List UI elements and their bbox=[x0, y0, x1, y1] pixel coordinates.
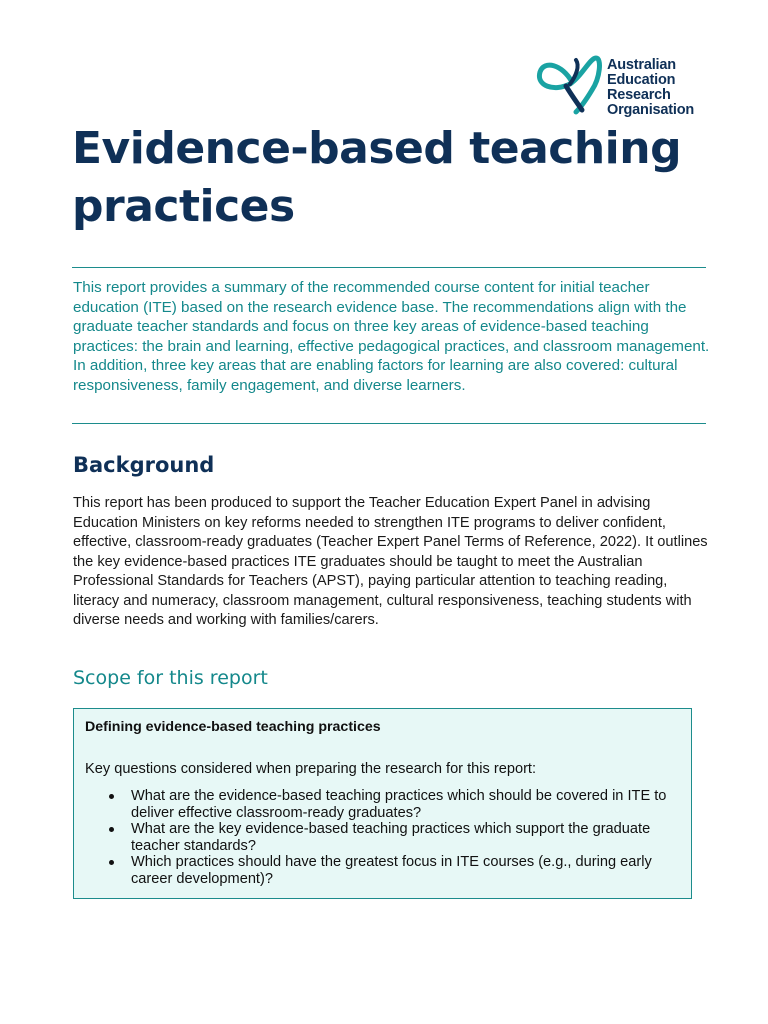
bullet-icon bbox=[109, 794, 114, 799]
definition-callout-box bbox=[73, 708, 692, 899]
page-title: Evidence-based teaching practices bbox=[72, 123, 682, 232]
list-item bbox=[131, 821, 686, 854]
aero-ribbon-logo-icon bbox=[536, 52, 606, 116]
scope-heading: Scope for this report bbox=[73, 667, 268, 689]
background-heading: Background bbox=[73, 453, 215, 477]
question-text: What are the evidence-based teaching practices which should be covered in ITE to deliver effective classroom-ready graduates? bbox=[131, 788, 667, 821]
callout-title: Defining evidence-based teaching practices bbox=[85, 719, 381, 735]
logo-wordmark bbox=[607, 58, 694, 118]
key-questions-list bbox=[131, 788, 686, 887]
question-text: What are the key evidence-based teaching practices which support the graduate teacher standards? bbox=[131, 821, 651, 854]
list-item bbox=[131, 788, 686, 821]
question-text: Which practices should have the greatest focus in ITE courses (e.g., during early career development)? bbox=[131, 854, 652, 887]
logo-line: Research bbox=[607, 87, 671, 103]
bullet-icon bbox=[109, 827, 114, 832]
callout-intro: Key questions considered when preparing the research for this report: bbox=[85, 761, 537, 777]
logo-line: Australian bbox=[607, 57, 676, 73]
list-item bbox=[131, 854, 686, 887]
logo-line: Organisation bbox=[607, 102, 695, 118]
summary-text: This report provides a summary of the recommended course content for initial teacher education (ITE) based on the research evidence base. The recommendations align with the graduate teacher standards and focus on three key areas of evidence-based teaching practices: the brain and learning, effective pedagogical practices, and classroom management. In addition, three key areas that are enabling factors for learning are also covered: cultural responsiveness, family engagement, and diverse learners. bbox=[73, 279, 710, 394]
logo-line: Education bbox=[607, 72, 676, 88]
summary-bottom-divider bbox=[72, 423, 706, 424]
summary-top-divider bbox=[72, 267, 706, 268]
background-body: This report has been produced to support the Teacher Education Expert Panel in advising Education Ministers on key reforms needed to strengthen ITE programs to deliver confident, effective, classroom-ready graduates (Teacher Expert Panel Terms of Reference, 2022). It outlines the key evidence-based practices ITE graduates should be taught to meet the Australian Professional Standards for Teachers (APST), paying particular attention to teaching reading, literacy and numeracy, classroom management, cultural responsiveness, teaching students with diverse needs and working with families/carers. bbox=[73, 495, 708, 628]
organisation-logo bbox=[536, 52, 711, 122]
bullet-icon bbox=[109, 860, 114, 865]
